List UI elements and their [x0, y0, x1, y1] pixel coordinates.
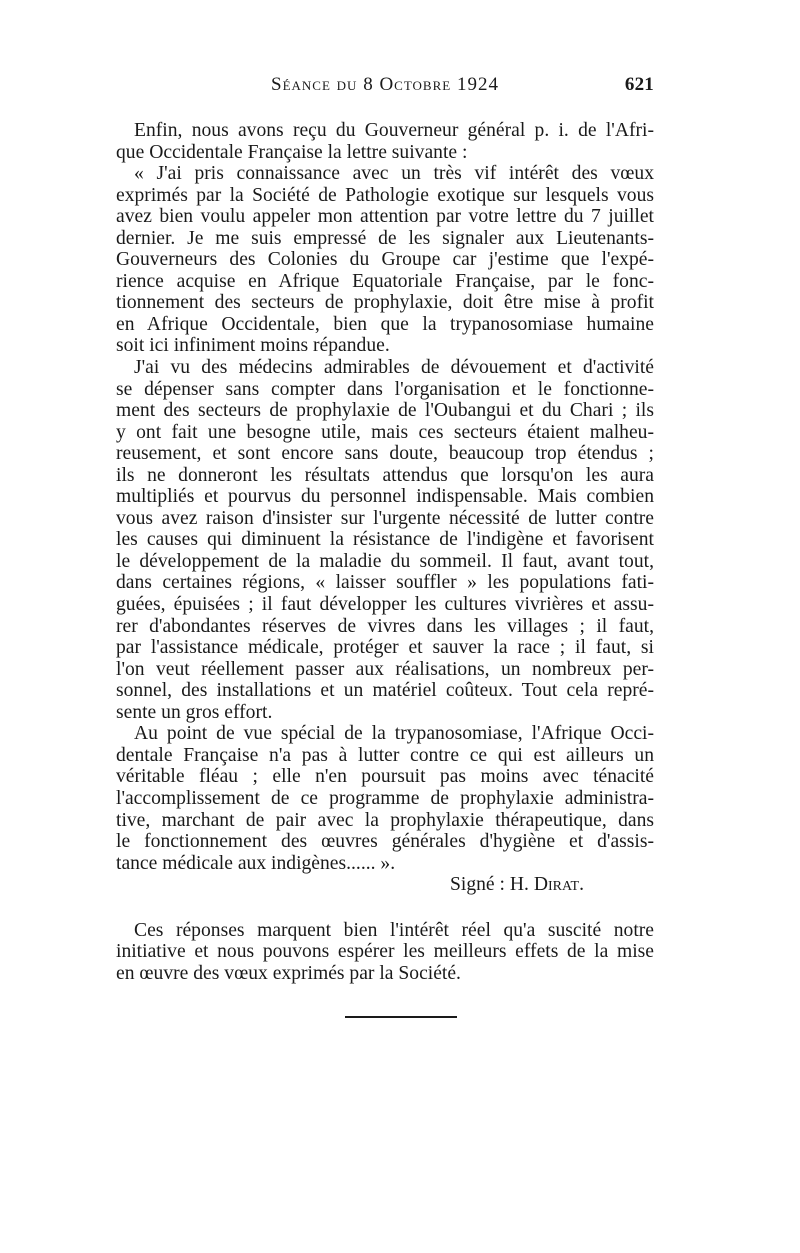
page-number: 621 — [624, 74, 654, 95]
text-line: les causes qui diminuent la résistance de l'indigène et favorisent — [116, 529, 654, 551]
text-line: vous avez raison d'insister sur l'urgente nécessité de lutter contre — [116, 507, 654, 529]
paragraph-gap — [116, 896, 654, 920]
text-line: tance médicale aux indigènes...... ». — [116, 852, 396, 874]
section-end-rule — [345, 1016, 457, 1018]
text-line: tive, marchant de pair avec la prophylaxie thérapeutique, dans — [116, 809, 654, 831]
signature-line — [116, 874, 654, 896]
text-line: le développement de la maladie du sommeil. Il faut, avant tout, — [116, 550, 654, 572]
text-line: que Occidentale Française la lettre suivante : — [116, 141, 468, 163]
text-line: se dépenser sans compter dans l'organisation et le fonctionne- — [116, 378, 654, 400]
text-line: multipliés et pourvus du personnel indispensable. Mais combien — [116, 486, 654, 508]
text-line: Au point de vue spécial de la trypanosomiase, l'Afrique Occi- — [134, 723, 654, 745]
closing-line: Ces réponses marquent bien l'intérêt réel qu'a suscité notre — [134, 919, 654, 941]
text-line: dentale Française n'a pas à lutter contre ce qui est ailleurs un — [116, 744, 654, 766]
text-line: exprimés par la Société de Pathologie exotique sur lesquels vous — [116, 184, 654, 206]
text-line: véritable fléau ; elle n'en poursuit pas moins avec ténacité — [116, 766, 654, 788]
text-line: sonnel, des installations et un matériel coûteux. Tout cela repré- — [116, 680, 654, 702]
text-line: guées, épuisées ; il faut développer les cultures vivrières et assu- — [116, 594, 654, 616]
page-header-title: Séance du 8 Octobre 1924 — [271, 74, 499, 95]
text-line: rience acquise en Afrique Equatoriale Française, par le fonc- — [116, 270, 654, 292]
text-line: en Afrique Occidentale, bien que la trypanosomiase humaine — [116, 313, 654, 335]
text-line: le fonctionnement des œuvres générales d'hygiène et d'assis- — [116, 831, 654, 853]
text-line: J'ai vu des médecins admirables de dévouement et d'activité — [134, 357, 654, 379]
text-line: rer d'abondantes réserves de vivres dans les villages ; il faut, — [116, 615, 654, 637]
text-line: par l'assistance médicale, protéger et sauver la race ; il faut, si — [116, 637, 654, 659]
text-line: Enfin, nous avons reçu du Gouverneur général p. i. de l'Afri- — [134, 120, 654, 141]
text-line: soit ici infiniment moins répandue. — [116, 335, 390, 357]
text-line: tionnement des secteurs de prophylaxie, doit être mise à profit — [116, 292, 654, 314]
closing-line: initiative et nous pouvons espérer les meilleurs effets de la mise — [116, 941, 654, 963]
text-line: sente un gros effort. — [116, 701, 273, 723]
text-line: dans certaines régions, « laisser souffler » les populations fati- — [116, 572, 654, 594]
text-line: avez bien voulu appeler mon attention par votre lettre du 7 juillet — [116, 206, 654, 228]
text-line: y ont fait une besogne utile, mais ces secteurs étaient malheu- — [116, 421, 654, 443]
text-line: ment des secteurs de prophylaxie de l'Oubangui et du Chari ; ils — [116, 400, 654, 422]
running-header — [116, 74, 654, 104]
signature-name: H. Dirat. — [509, 874, 584, 896]
page-body — [116, 120, 654, 984]
text-line: « J'ai pris connaissance avec un très vif intérêt des vœux — [134, 163, 654, 185]
text-line: l'accomplissement de ce programme de prophylaxie administra- — [116, 787, 654, 809]
closing-line: en œuvre des vœux exprimés par la Société. — [116, 962, 461, 984]
text-line: Gouverneurs des Colonies du Groupe car j'estime que l'expé- — [116, 249, 654, 271]
text-line: ils ne donneront les résultats attendus que lorsqu'on les aura — [116, 464, 654, 486]
signature-label: Signé : — [450, 874, 505, 896]
text-line: reusement, et sont encore sans doute, beaucoup trop étendus ; — [116, 443, 654, 465]
text-line: dernier. Je me suis empressé de les signaler aux Lieutenants- — [116, 227, 654, 249]
text-line: l'on veut réellement passer aux réalisations, un nombreux per- — [116, 658, 654, 680]
